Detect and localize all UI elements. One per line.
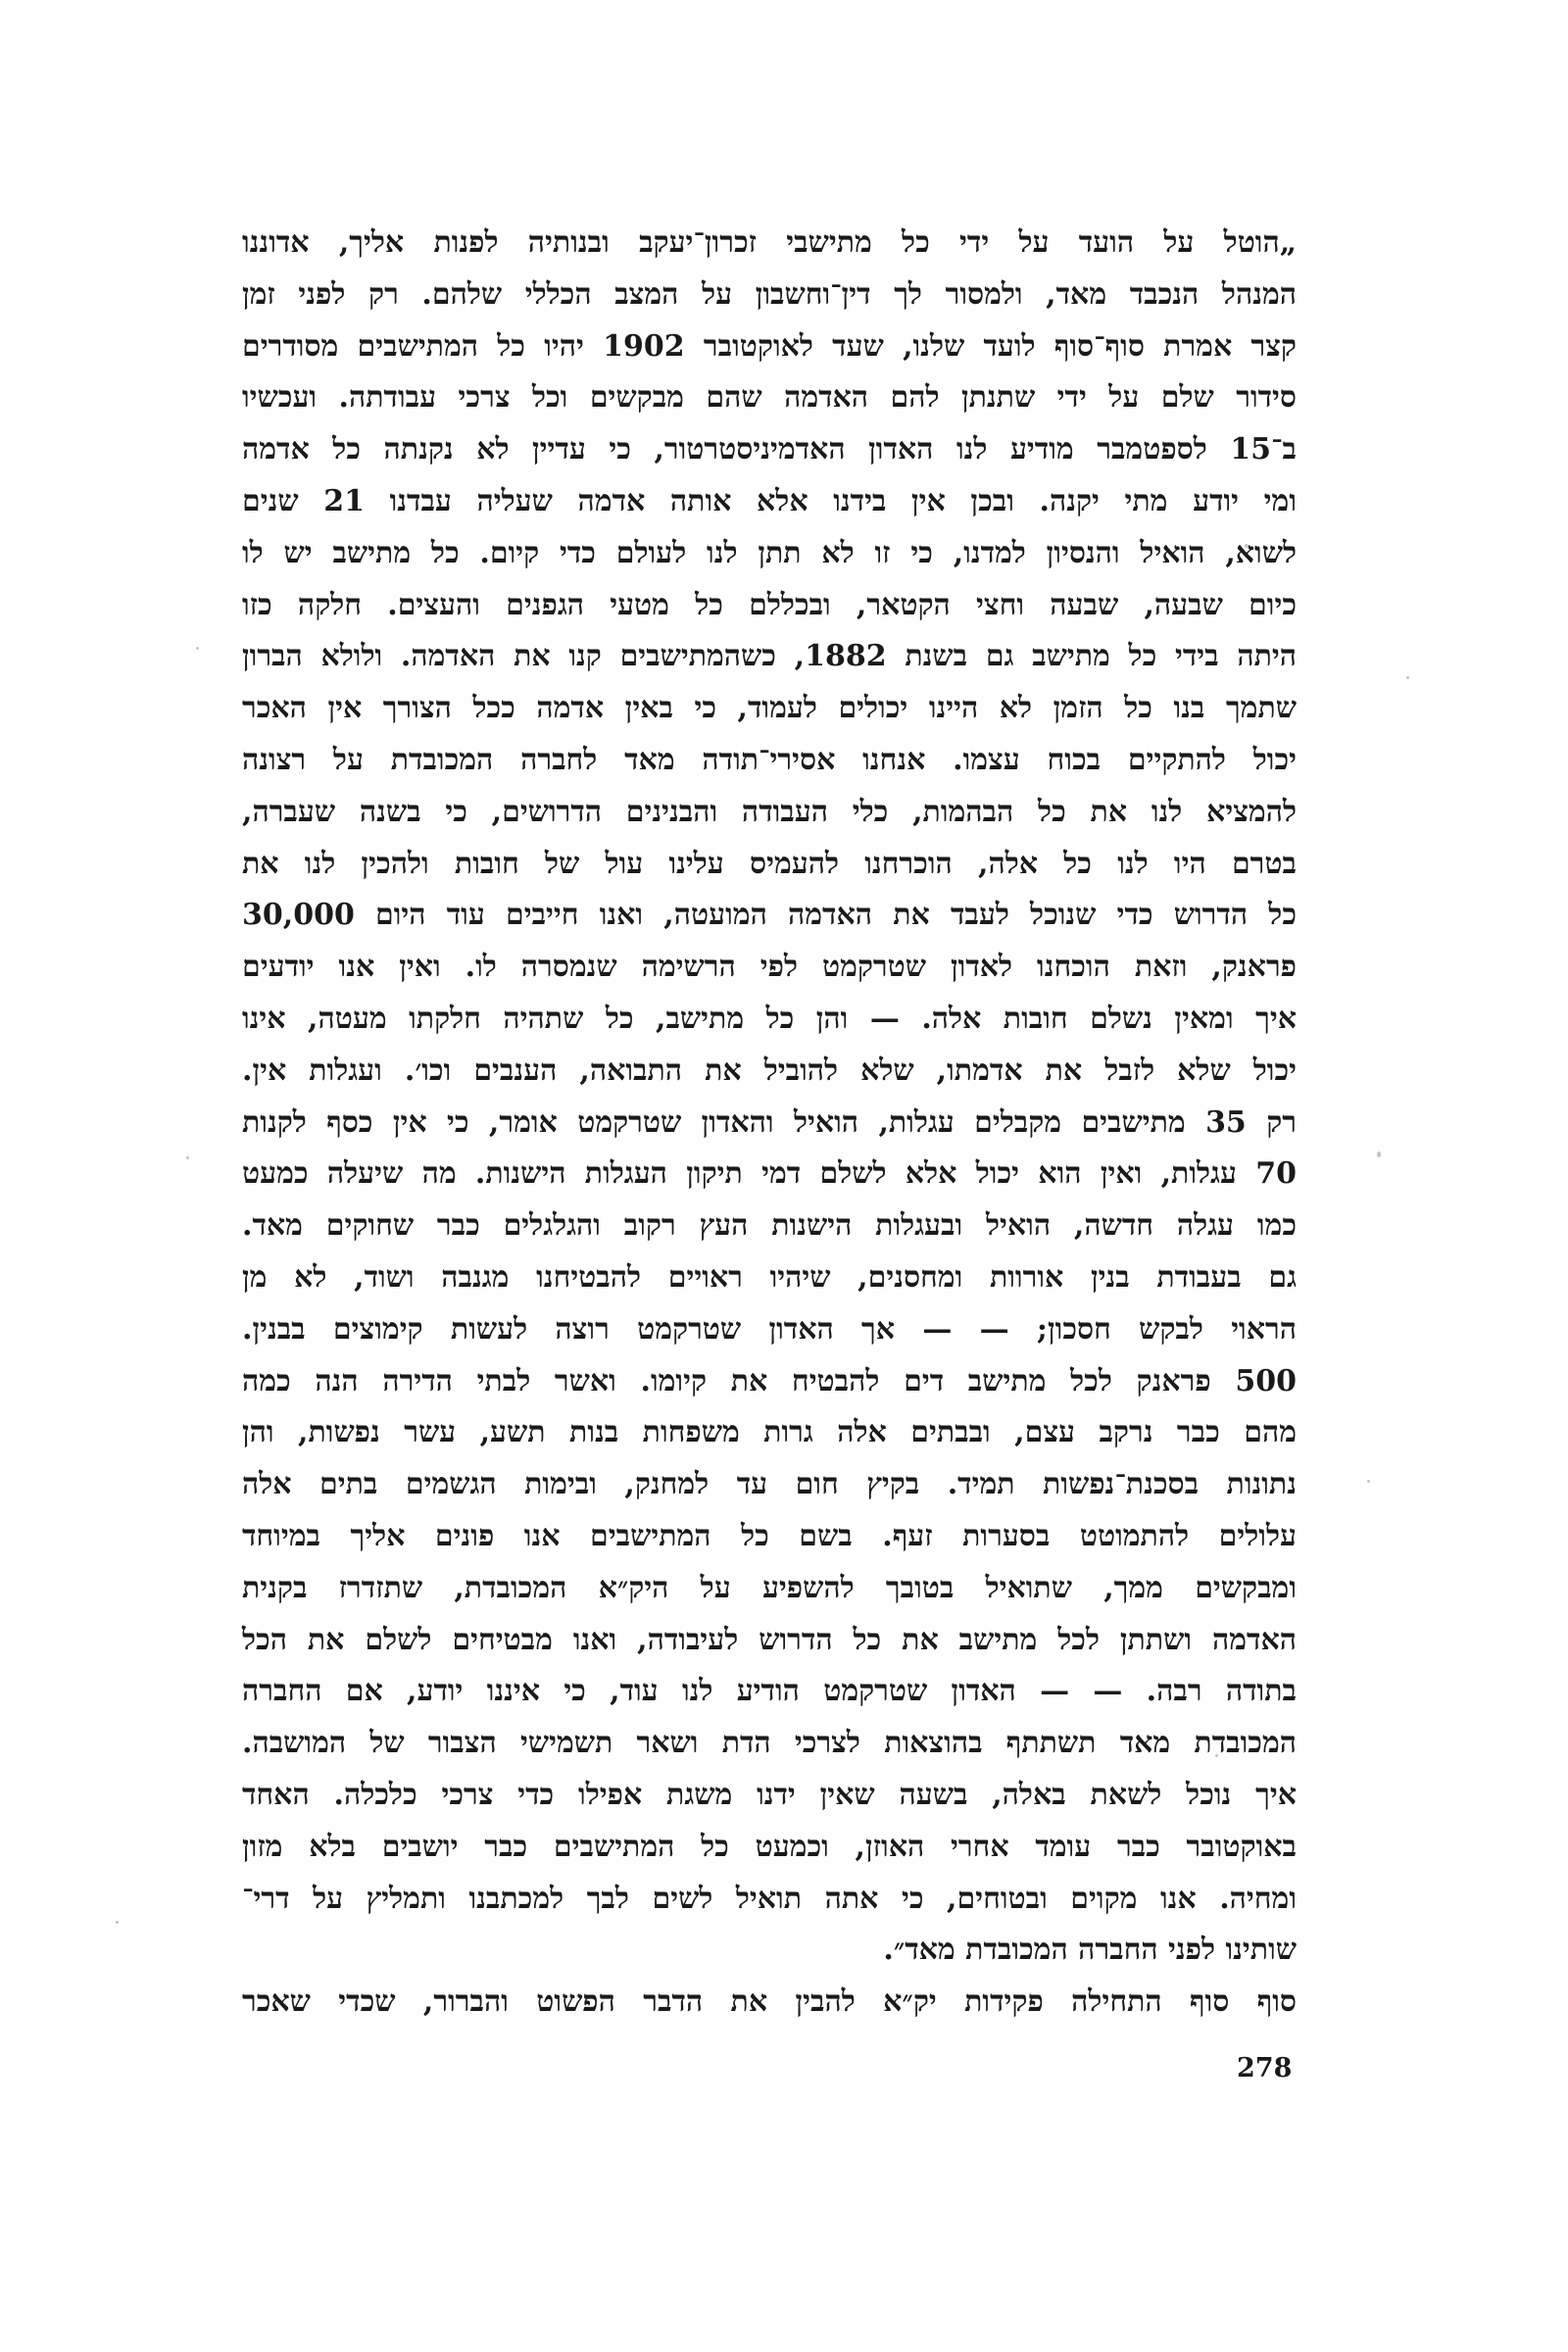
scan-speck: [1406, 676, 1409, 679]
text-line: 70 עגלות, ואין הוא יכול אלא לשלם דמי תיקון העגלות הישנות. מה שיעלה כמעט: [242, 1156, 1297, 1192]
text-line: גם בעבודת בנין אורוות ומחסנים, שיהיו ראויים להבטיחנו מגנבה ושוד, לא מן: [242, 1259, 1297, 1295]
text-line: להמציא לנו את כל הבהמות, כלי העבודה והבנינים הדרושים, כי בשנה שעברה,: [242, 794, 1297, 829]
text-line: המכובדת מאד תשתתף בהוצאות לצרכי הדת ושאר תשמישי הצבור של המושבה.: [242, 1726, 1297, 1761]
text-line: 500 פראנק לכל מתישב דים להבטיח את קיומו. ואשר לבתי הדירה הנה כמה: [242, 1363, 1297, 1398]
scan-speck: [1377, 1152, 1381, 1157]
text-line: איך ומאין נשלם חובות אלה. — והן כל מתישב, כל שתהיה חלקתו מעטה, אינו: [242, 1001, 1297, 1036]
text-line-new-paragraph: סוף סוף התחילה פקידות יק״א להבין את הדבר הפשוט והברור, שכדי שאכר: [242, 1984, 1297, 2020]
text-line: פראנק, וזאת הוכחנו לאדון שטרקמט לפי הרשימה שנמסרה לו. ואין אנו יודעים: [242, 950, 1297, 985]
text-line: באוקטובר כבר עומד אחרי האוזן, וכמעט כל המתישבים כבר יושבים בלא מזון: [242, 1829, 1297, 1864]
text-line-quote-end: שותינו לפני החברה המכובדת מאד״.: [883, 1933, 1297, 1968]
scan-speck: [1367, 1480, 1370, 1483]
text-line: האדמה ושתתן לכל מתישב את כל הדרוש לעיבודה, ואנו מבטיחים לשלם את הכל: [242, 1622, 1297, 1657]
text-line: יכול שלא לזבל את אדמתו, שלא להוביל את התבואה, הענבים וכו׳. ועגלות אין.: [242, 1053, 1297, 1088]
text-line: לשוא, הואיל והנסיון למדנו, כי זו לא תתן לנו לעולם כדי קיום. כל מתישב יש לו: [242, 535, 1297, 570]
body-text: [242, 218, 1297, 2029]
scan-speck: [1215, 1754, 1218, 1757]
text-line: נתונות בסכנת־נפשות תמיד. בקיץ חום עד למחנק, ובימות הגשמים בתים אלה: [242, 1467, 1297, 1502]
text-line: קצר אמרת סוף־סוף לועד שלנו, שעד לאוקטובר 1902 יהיו כל המתישבים מסודרים: [242, 328, 1297, 364]
text-line: עלולים להתמוטט בסערות זעף. בשם כל המתישבים אנו פונים אליך במיוחד: [242, 1518, 1297, 1553]
scan-speck: [116, 1921, 119, 1924]
text-line: „הוטל על הועד על ידי כל מתישבי זכרון־יעקב ובנותיה לפנות אליך, אדוננו: [242, 225, 1297, 260]
text-line: סידור שלם על ידי שתנתן להם האדמה שהם מבקשים וכל צרכי עבודתה. ועכשיו: [242, 380, 1297, 416]
text-line: הראוי לבקש חסכון; — — אך האדון שטרקמט רוצה לעשות קימוצים בבנין.: [242, 1311, 1297, 1347]
text-line: שתמך בנו כל הזמן לא היינו יכולים לעמוד, כי באין אדמה ככל הצורך אין האכר: [242, 691, 1297, 726]
text-line: היתה בידי כל מתישב גם בשנת 1882, כשהמתישבים קנו את האדמה. ולולא הברון: [242, 639, 1297, 674]
text-line: ומבקשים ממך, שתואיל בטובך להשפיע על היק״א המכובדת, שתזדרז בקנית: [242, 1570, 1297, 1605]
text-line: כיום שבעה, שבעה וחצי הקטאר, ובכללם כל מטעי הגפנים והעצים. חלקה כזו: [242, 587, 1297, 622]
scan-speck: [196, 647, 199, 650]
text-line: ב־15 לספטמבר מודיע לנו האדון האדמיניסטרטור, כי עדיין לא נקנתה כל אדמה: [242, 432, 1297, 467]
text-line: יכול להתקיים בכוח עצמו. אנחנו אסירי־תודה מאד לחברה המכובדת על רצונה: [242, 742, 1297, 777]
text-line: בטרם היו לנו כל אלה, הוכרחנו להעמיס עלינו עול של חובות ולהכין לנו את: [242, 846, 1297, 881]
text-line: מהם כבר נרקב עצם, ובבתים אלה גרות משפחות בנות תשע, עשר נפשות, והן: [242, 1415, 1297, 1450]
scan-speck: [186, 1156, 189, 1159]
text-line: ומי יודע מתי יקנה. ובכן אין בידנו אלא אותה אדמה שעליה עבדנו 21 שנים: [242, 483, 1297, 518]
text-line: רק 35 מתישבים מקבלים עגלות, הואיל והאדון שטרקמט אומר, כי אין כסף לקנות: [242, 1104, 1297, 1140]
page-number: 278: [1237, 2053, 1293, 2083]
text-line: איך נוכל לשאת באלה, בשעה שאין ידנו משגת אפילו כדי צרכי כלכלה. האחד: [242, 1777, 1297, 1812]
text-line: בתודה רבה. — — האדון שטרקמט הודיע לנו עוד, כי איננו יודע, אם החברה: [242, 1674, 1297, 1709]
text-line: ומחיה. אנו מקוים ובטוחים, כי אתה תואיל לשים לבך למכתבנו ותמליץ על דרי־: [242, 1881, 1297, 1916]
text-line: כמו עגלה חדשה, הואיל ובעגלות הישנות העץ רקוב והגלגלים כבר שחוקים מאד.: [242, 1208, 1297, 1244]
text-line: כל הדרוש כדי שנוכל לעבד את האדמה המועטה, ואנו חייבים עוד היום 30,000: [242, 898, 1297, 933]
text-line: המנהל הנכבד מאד, ולמסור לך דין־וחשבון על המצב הכללי שלהם. רק לפני זמן: [242, 276, 1297, 312]
scan-speck: [1245, 544, 1249, 548]
